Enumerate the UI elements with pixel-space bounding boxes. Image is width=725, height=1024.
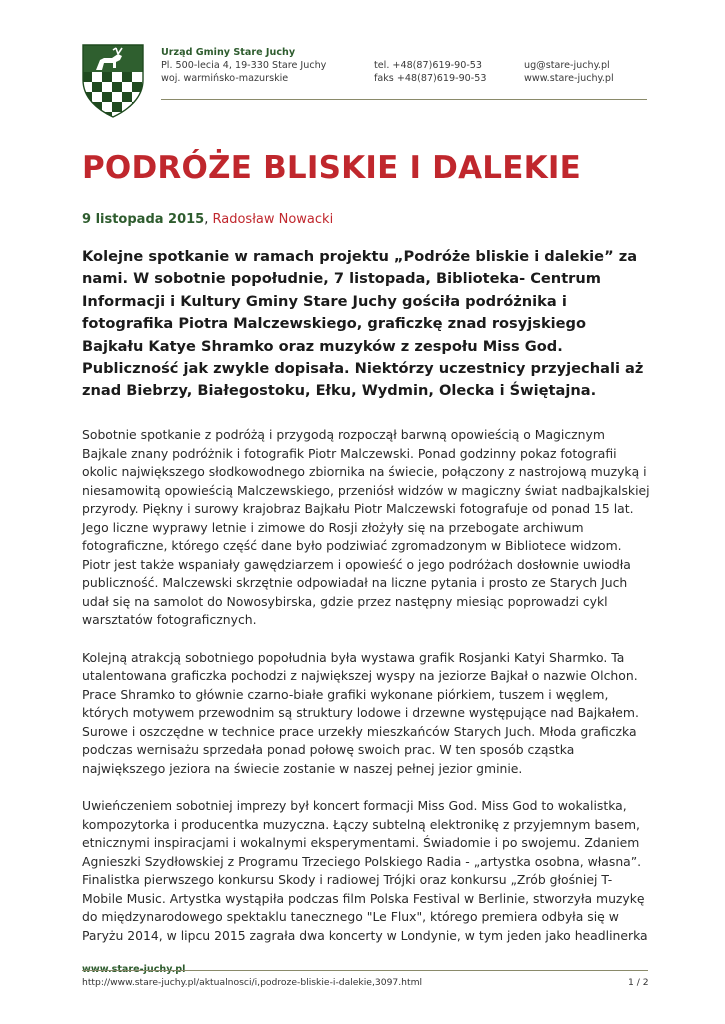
header-contact-block bbox=[374, 59, 486, 85]
footer-url[interactable]: http://www.stare-juchy.pl/aktualnosci/i,podroze-bliskie-i-dalekie,3097.html bbox=[82, 977, 423, 988]
page-number: 1 / 2 bbox=[628, 977, 649, 988]
phone-number: tel. +48(87)619-90-53 bbox=[374, 60, 483, 71]
email-link[interactable]: ug@stare-juchy.pl bbox=[524, 60, 610, 71]
article-author[interactable]: Radosław Nowacki bbox=[212, 212, 334, 227]
footer-divider bbox=[82, 970, 648, 971]
article-paragraph: Kolejną atrakcją sobotniego popołudnia była wystawa grafik Rosjanki Katyi Sharmko. Ta utalentowana graficzka pochodzi z największej wyspy na jeziorze Bajkał o nazwie Olchon. Prace Shramko to głównie czarno-białe grafiki wykonane piórkiem, tuszem i węglem, których motywem przewodnim są struktury lodowe i drzewne występujące nad Bajkałem. Surowe i oszczędne w technice prace urzekły mieszkańców Starych Juch. Młoda graficzka podczas wernisażu sprzedała ponad połowę swoich prac. W ten sposób cząstka największego jeziora na świecie zostanie w naszej pełnej jezior gminie. bbox=[82, 649, 639, 776]
article-body bbox=[82, 426, 652, 964]
header-address-block bbox=[161, 46, 326, 85]
header-web-block bbox=[524, 59, 614, 85]
address-line-1: Pl. 500-lecia 4, 19-330 Stare Juchy bbox=[161, 60, 327, 71]
coat-of-arms-logo bbox=[82, 44, 144, 118]
address-line-2: woj. warmińsko-mazurskie bbox=[161, 73, 289, 84]
header-divider bbox=[161, 99, 647, 100]
footer-site[interactable]: www.stare-juchy.pl bbox=[82, 964, 186, 975]
article-date: 9 listopada 2015 bbox=[82, 212, 205, 227]
article-lead: Kolejne spotkanie w ramach projektu „Podróże bliskie i dalekie” za nami. W sobotnie popołudnie, 7 listopada, Biblioteka- Centrum Informacji i Kultury Gminy Stare Juchy gościła podróżnika i fotografika Piotra Malczewskiego, graficzkę znad rosyjskiego Bajkału Katye Shramko oraz muzyków z zespołu Miss God. Publiczność jak zwykle dopisała. Niektórzy uczestnicy przyjechali aż znad Biebrzy, Białegostoku, Ełku, Wydmin, Olecka i Świętajna. bbox=[82, 248, 644, 400]
byline-separator: , bbox=[204, 212, 213, 227]
org-name: Urząd Gminy Stare Juchy bbox=[161, 47, 296, 58]
article-paragraph: Uwieńczeniem sobotniej imprezy był koncert formacji Miss God. Miss God to wokalistka, kompozytorka i producentka muzyczna. Łączy subtelną elektronikę z przyjemnym basem, etnicznymi inspiracjami i wokalnymi eksperymentami. Świadomie i po swojemu. Zdaniem Agnieszki Szydłowskiej z Programu Trzeciego Polskiego Radia - „artystka osobna, własna”. Finalistka pierwszego konkursu Skody i radiowej Trójki oraz konkursu „Zrób głośniej T-Mobile Music. Artystka wystąpiła podczas film Polska Festival w Berlinie, stworzyła muzykę do międzynarodowego spektaklu tanecznego "Le Flux", którego premiera odbyła się w Paryżu 2014, w lipcu 2015 zagrała dwa koncerty w Londynie, w tym jeden jako headlinerka bbox=[82, 798, 648, 943]
fax-number: faks +48(87)619-90-53 bbox=[374, 73, 487, 84]
article-paragraph: Sobotnie spotkanie z podróżą i przygodą rozpoczął barwną opowieścią o Magicznym Bajkale znany podróżnik i fotografik Piotr Malczewski. Ponad godzinny pokaz fotografii okolic największego słodkowodnego zbiornika na świecie, połączony z nastrojową muzyką i niesamowitą opowieścią Malczewskiego, przeniósł widzów w magiczny świat nadbajkalskiej przyrody. Piękny i surowy krajobraz Bajkału Piotr Malczewski fotografuje od ponad 15 lat. Jego liczne wyprawy letnie i zimowe do Rosji złożyły się na przebogate archiwum fotograficzne, którego część dane było podziwiać zgromadzonym w Bibliotece widzom. Piotr jest także wspaniały gawędziarzem i opowieść o jego podróżach dosłownie uwiodła publiczność. Malczewski skrzętnie odpowiadał na liczne pytania i prosto ze Starych Juch udał się na samolot do Nowosybirska, gdzie przez następny miesiąc poprowadzi cykl warsztatów fotograficznych. bbox=[82, 427, 650, 627]
website-link[interactable]: www.stare-juchy.pl bbox=[524, 73, 614, 84]
article-title: PODRÓŻE BLISKIE I DALEKIE bbox=[82, 150, 581, 186]
byline bbox=[82, 212, 333, 227]
